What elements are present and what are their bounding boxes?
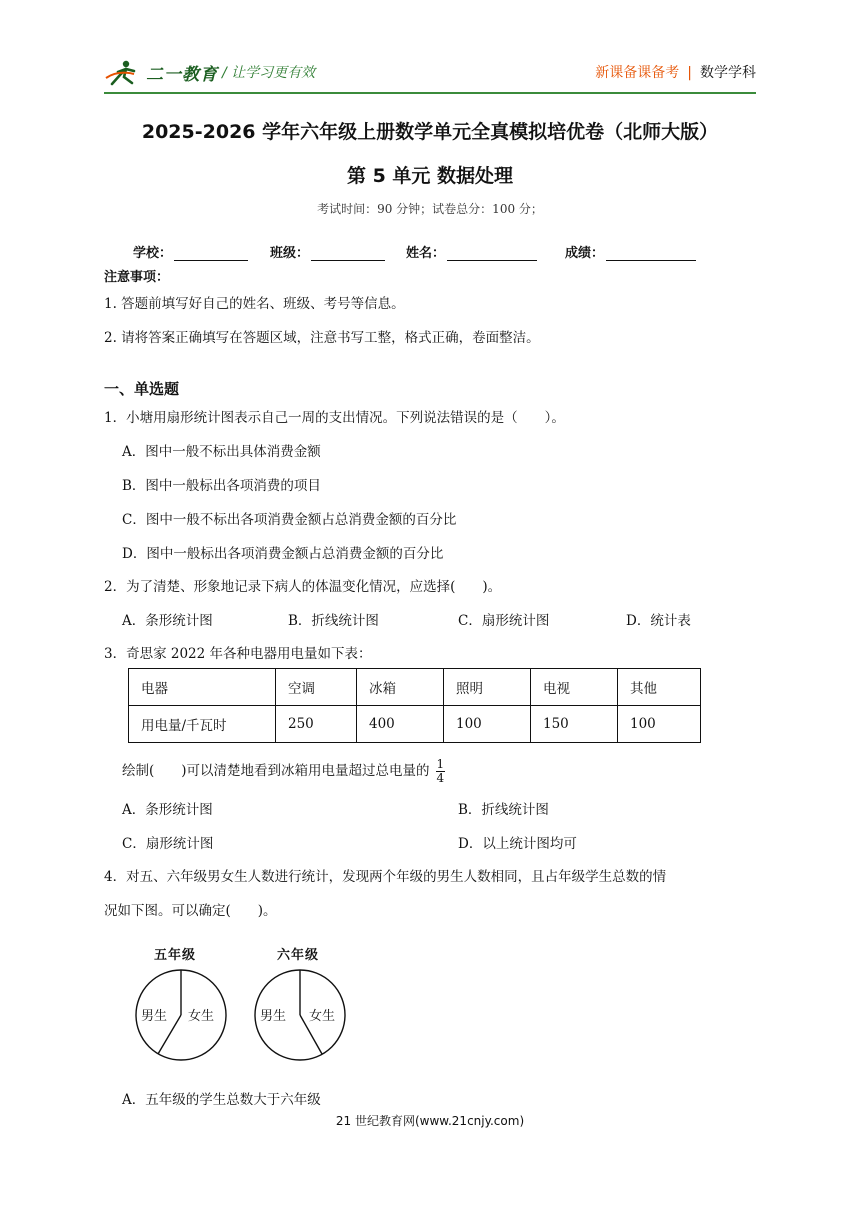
q1-option-b[interactable]: B．图中一般标出各项消费的项目	[122, 478, 321, 494]
page-subtitle: 第 5 单元 数据处理	[346, 165, 514, 187]
class-label: 班级：	[270, 246, 310, 261]
score-field	[565, 242, 696, 261]
page-title: 2025-2026 学年六年级上册数学单元全真模拟培优卷（北师大版）	[141, 121, 719, 143]
notice-item: 2. 请将答案正确填写在答题区域，注意书写工整，格式正确，卷面整洁。	[104, 330, 540, 346]
q4-option-a[interactable]: A．五年级的学生总数大于六年级	[122, 1092, 321, 1108]
table-cell: 冰箱	[357, 669, 444, 706]
q2-option-b[interactable]: B．折线统计图	[288, 613, 379, 629]
name-field	[406, 242, 537, 261]
table-cell: 100	[618, 706, 701, 743]
question-4-stem-line1: 4．对五、六年级男女生人数进行统计，发现两个年级的男生人数相同，且占年级学生总数的情	[104, 869, 667, 885]
school-blank[interactable]	[174, 245, 248, 261]
header-separator: |	[687, 65, 692, 81]
q1-option-c[interactable]: C．图中一般不标出各项消费金额占总消费金额的百分比	[122, 512, 457, 528]
fraction-numerator: 1	[436, 757, 445, 771]
logo-text: 二一教育	[146, 65, 218, 85]
section-heading: 一、单选题	[104, 380, 180, 398]
class-field	[270, 242, 385, 261]
q2-option-d[interactable]: D．统计表	[626, 613, 691, 629]
q1-option-a[interactable]: A．图中一般不标出具体消费金额	[122, 444, 321, 460]
table-cell: 250	[276, 706, 357, 743]
q3-option-d[interactable]: D．以上统计图均可	[458, 836, 577, 852]
slogan: / 让学习更有效	[222, 65, 316, 81]
table-cell: 电视	[531, 669, 618, 706]
header-right	[595, 62, 756, 82]
name-label: 姓名：	[406, 246, 446, 261]
table-cell: 400	[357, 706, 444, 743]
electricity-table	[128, 668, 701, 743]
pie-title-grade5: 五年级	[154, 948, 197, 963]
question-2-stem: 2．为了清楚、形象地记录下病人的体温变化情况，应选择( )。	[104, 579, 502, 595]
school-label: 学校：	[133, 246, 173, 261]
q3-follow-text: 绘制( )可以清楚地看到冰箱用电量超过总电量的	[122, 763, 430, 779]
q3-option-a[interactable]: A．条形统计图	[122, 802, 213, 818]
q3-follow	[122, 758, 445, 785]
header-tag: 新课备课备考	[595, 65, 680, 81]
table-cell: 150	[531, 706, 618, 743]
pie-label-girls: 女生	[309, 1009, 336, 1024]
question-4-stem-line2: 况如下图。可以确定( )。	[104, 903, 277, 919]
q2-option-c[interactable]: C．扇形统计图	[458, 613, 550, 629]
question-1-stem: 1．小塘用扇形统计图表示自己一周的支出情况。下列说法错误的是（ ）。	[104, 410, 565, 426]
table-cell: 电器	[129, 669, 276, 706]
notice-heading: 注意事项：	[104, 270, 170, 285]
table-cell: 100	[444, 706, 531, 743]
table-row	[129, 706, 701, 743]
score-label: 成绩：	[565, 246, 605, 261]
pie-label-girls: 女生	[188, 1009, 215, 1024]
header-divider	[104, 92, 756, 94]
pie-title-grade6: 六年级	[277, 948, 320, 963]
pie-label-boys: 男生	[141, 1009, 168, 1024]
header-subject: 数学学科	[700, 65, 756, 81]
q3-option-b[interactable]: B．折线统计图	[458, 802, 549, 818]
question-3-stem: 3．奇思家 2022 年各种电器用电量如下表：	[104, 646, 372, 662]
exam-meta: 考试时间：90 分钟；试卷总分：100 分；	[317, 202, 543, 216]
fraction-denominator: 4	[436, 771, 445, 785]
class-blank[interactable]	[311, 245, 385, 261]
table-header-row	[129, 669, 701, 706]
q1-option-d[interactable]: D．图中一般标出各项消费金额占总消费金额的百分比	[122, 546, 444, 562]
table-cell: 照明	[444, 669, 531, 706]
pie-label-boys: 男生	[260, 1009, 287, 1024]
fraction	[436, 758, 446, 785]
table-cell: 用电量/千瓦时	[129, 706, 276, 743]
notice-item: 1. 答题前填写好自己的姓名、班级、考号等信息。	[104, 296, 405, 312]
q2-option-a[interactable]: A．条形统计图	[122, 613, 213, 629]
score-blank[interactable]	[606, 245, 696, 261]
table-cell: 空调	[276, 669, 357, 706]
name-blank[interactable]	[447, 245, 537, 261]
school-field	[133, 242, 248, 261]
table-cell: 其他	[618, 669, 701, 706]
q3-option-c[interactable]: C．扇形统计图	[122, 836, 214, 852]
footer-source: 21 世纪教育网(www.21cnjy.com)	[335, 1114, 525, 1128]
